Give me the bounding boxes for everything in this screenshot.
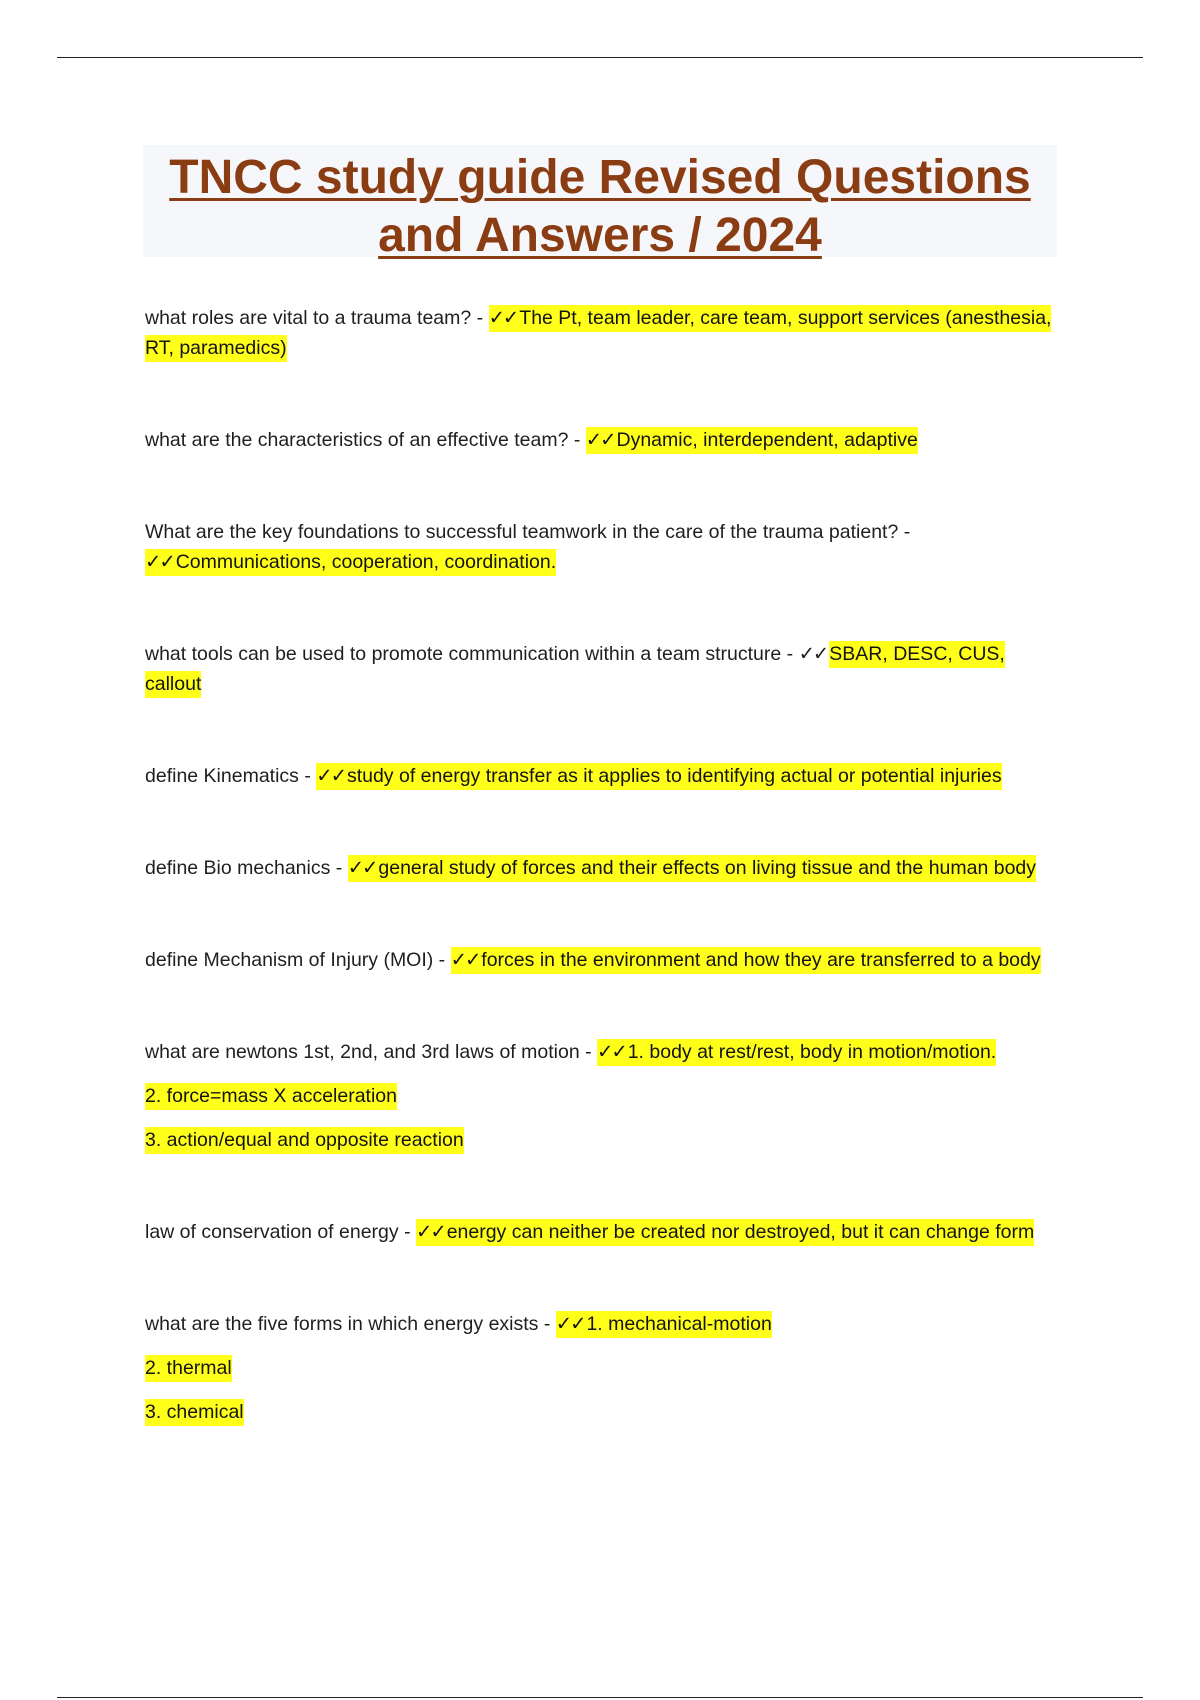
answer-text: Dynamic, interdependent, adaptive bbox=[616, 429, 918, 451]
qa-item bbox=[145, 1037, 1063, 1155]
answer-line: 3. chemical bbox=[145, 1399, 244, 1426]
answer-highlight bbox=[316, 763, 1001, 790]
separator: - bbox=[781, 643, 799, 665]
qa-item bbox=[145, 1309, 1063, 1427]
question-text: law of conservation of energy bbox=[145, 1221, 399, 1243]
answer-highlight bbox=[451, 947, 1041, 974]
answer-text: 1. mechanical-motion bbox=[586, 1313, 772, 1335]
checkmark-icon: ✓✓ bbox=[597, 1041, 626, 1063]
separator: - bbox=[579, 1041, 598, 1063]
separator: - bbox=[471, 307, 489, 329]
question-text: what are newtons 1st, 2nd, and 3rd laws of motion bbox=[145, 1041, 580, 1063]
separator: - bbox=[538, 1313, 556, 1335]
title-block bbox=[143, 145, 1057, 262]
question-text: What are the key foundations to successful teamwork in the care of the trauma patient? bbox=[145, 521, 899, 543]
answer-highlight bbox=[586, 427, 918, 454]
answer-highlight bbox=[416, 1219, 1034, 1246]
qa-item bbox=[145, 945, 1063, 975]
checkmark-icon: ✓✓ bbox=[316, 765, 345, 787]
qa-item bbox=[145, 517, 1063, 577]
separator: - bbox=[330, 857, 348, 879]
title-line-1: TNCC study guide Revised Questions bbox=[169, 151, 1031, 204]
separator: - bbox=[433, 949, 451, 971]
answer-text: study of energy transfer as it applies to identifying actual or potential injuries bbox=[346, 765, 1002, 787]
answer-line: 2. thermal bbox=[145, 1355, 232, 1382]
separator: - bbox=[298, 765, 317, 787]
answer-text: 1. body at rest/rest, body in motion/motion. bbox=[627, 1041, 997, 1063]
answer-text: The Pt, team leader, care team, support services (anesthesia, RT, paramedics) bbox=[145, 307, 1052, 359]
answer-line: 3. action/equal and opposite reaction bbox=[145, 1127, 464, 1154]
separator: - bbox=[898, 521, 911, 543]
checkmark-icon: ✓✓ bbox=[145, 551, 174, 573]
answer-text: energy can neither be created nor destroyed, but it can change form bbox=[446, 1221, 1035, 1243]
qa-item bbox=[145, 639, 1063, 699]
checkmark-icon: ✓✓ bbox=[585, 429, 615, 451]
answer-text: forces in the environment and how they are transferred to a body bbox=[481, 949, 1041, 971]
qa-item bbox=[145, 761, 1063, 791]
answer-text: Communications, cooperation, coordination. bbox=[175, 551, 557, 573]
separator: - bbox=[398, 1221, 416, 1243]
question-text: define Bio mechanics bbox=[145, 857, 331, 879]
qa-item bbox=[145, 425, 1063, 455]
question-text: what are the characteristics of an effective team? bbox=[145, 429, 569, 451]
answer-line: 2. force=mass X acceleration bbox=[145, 1083, 397, 1110]
checkmark-icon: ✓✓ bbox=[347, 857, 377, 879]
title-line-2: and Answers / 2024 bbox=[378, 209, 822, 262]
qa-item bbox=[145, 303, 1063, 363]
separator: - bbox=[568, 429, 586, 451]
qa-item bbox=[145, 853, 1063, 883]
answer-highlight bbox=[556, 1311, 772, 1338]
question-text: what are the five forms in which energy exists bbox=[145, 1313, 539, 1335]
question-text: what roles are vital to a trauma team? bbox=[145, 307, 472, 329]
answer-text: SBAR, DESC, CUS, callout bbox=[145, 641, 1005, 698]
qa-item bbox=[145, 1217, 1063, 1247]
question-text: define Mechanism of Injury (MOI) bbox=[145, 949, 434, 971]
top-rule bbox=[57, 57, 1143, 58]
qa-list bbox=[145, 303, 1063, 1489]
answer-highlight bbox=[597, 1039, 996, 1066]
question-text: what tools can be used to promote communication within a team structure bbox=[145, 643, 782, 665]
question-text: define Kinematics bbox=[145, 765, 299, 787]
answer-highlight bbox=[145, 549, 556, 576]
document-title bbox=[143, 145, 1057, 265]
checkmark-icon: ✓✓ bbox=[416, 1221, 445, 1243]
checkmark-icon: ✓✓ bbox=[488, 307, 518, 329]
checkmark-icon: ✓✓ bbox=[798, 643, 828, 665]
bottom-rule bbox=[57, 1697, 1143, 1698]
answer-highlight bbox=[348, 855, 1036, 882]
checkmark-icon: ✓✓ bbox=[555, 1313, 585, 1335]
checkmark-icon: ✓✓ bbox=[450, 949, 480, 971]
answer-text: general study of forces and their effects on living tissue and the human body bbox=[378, 857, 1037, 879]
